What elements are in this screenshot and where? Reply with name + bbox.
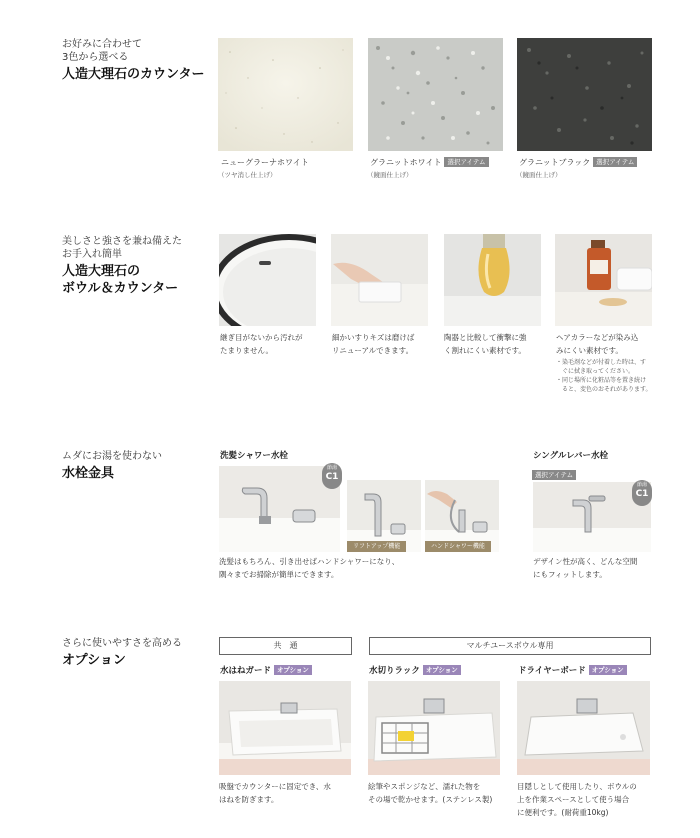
- bowl-title-2: ボウル＆カウンター: [62, 281, 179, 296]
- liftup-photo: [347, 480, 421, 552]
- swatch-label-3: グラニットブラック 選択アイテム: [519, 157, 637, 168]
- c1-water-save-icon-2: 節湯 C1: [632, 480, 652, 506]
- counter-subtitle-1: お好みに合わせて: [62, 39, 142, 50]
- option-name-3: ドライヤーボード オプション: [518, 665, 627, 677]
- select-item-badge: 選択アイテム: [444, 157, 488, 167]
- swatch-label-1: ニューグラーナホワイト: [221, 158, 309, 167]
- drain-rack-caption: 絵筆やスポンジなど、濡れた物を その場で乾かせます。(ステンレス製): [368, 782, 493, 804]
- bowl-caption-1: 継ぎ目がないから汚れが たまりません。: [220, 333, 303, 355]
- swatch-finish-1: （ツヤ消し仕上げ）: [218, 171, 277, 179]
- c1-water-save-icon: 節湯 C1: [322, 463, 342, 489]
- multi-use-header-box: マルチユースボウル専用: [369, 637, 651, 655]
- option-badge: オプション: [274, 665, 312, 675]
- faucet-title: 水栓金具: [62, 466, 115, 481]
- bowl-title-1: 人造大理石の: [62, 264, 141, 279]
- bowl-subtitle-2: お手入れ簡単: [62, 249, 122, 260]
- bowl-notes: ・染毛剤などが付着した時は、す ぐに拭き取ってください。 ・同じ場所に化粧品等を置き続け ると、変色のおそれがあります。: [556, 359, 652, 393]
- swatch-label-2: グラニットホワイト 選択アイテム: [370, 157, 489, 168]
- option-badge: オプション: [423, 665, 461, 675]
- option-subtitle: さらに使いやすさを高める: [62, 638, 182, 649]
- single-lever-title: シングルレバー水栓: [533, 451, 609, 461]
- bowl-caption-3: 陶器と比較して衝撃に強 く割れにくい素材です。: [444, 333, 527, 355]
- hand-shower-photo: [425, 480, 499, 552]
- bowl-photo-impact: [444, 234, 541, 326]
- liftup-tag: リフトアップ機能: [347, 541, 406, 552]
- splash-guard-photo: [219, 681, 351, 775]
- swatch-finish-3: （鏡面仕上げ）: [516, 171, 562, 179]
- swatch-new-grana-white: [218, 38, 353, 151]
- swatch-granite-white: [368, 38, 503, 151]
- option-name-1: 水はねガード オプション: [220, 665, 312, 677]
- bowl-photo-scratch: [331, 234, 428, 326]
- option-name-2: 水切りラック オプション: [369, 665, 461, 677]
- select-item-badge: 選択アイテム: [593, 157, 637, 167]
- single-lever-badge: 選択アイテム: [532, 463, 576, 482]
- bowl-caption-2: 細かいすりキズは磨けば リニューアルできます。: [332, 333, 415, 355]
- swatch-finish-2: （鏡面仕上げ）: [367, 171, 413, 179]
- bowl-caption-4: ヘアカラーなどが染み込 みにくい素材です。: [556, 333, 639, 355]
- swatch-granite-black: [517, 38, 652, 151]
- bowl-photo-seamless: [219, 234, 316, 326]
- option-title: オプション: [62, 653, 126, 668]
- faucet-subtitle: ムダにお湯を使わない: [62, 451, 162, 462]
- option-badge: オプション: [589, 665, 627, 675]
- bowl-subtitle-1: 美しさと強さを兼ね備えた: [62, 236, 182, 247]
- shower-faucet-title: 洗髪シャワー水栓: [220, 451, 288, 461]
- splash-guard-caption: 吸盤でカウンターに固定でき、水 はねを防ぎます。: [219, 782, 331, 804]
- dryer-board-photo: [517, 681, 650, 775]
- single-lever-caption: デザイン性が高く、どんな空間 にもフィットします。: [533, 557, 638, 579]
- counter-subtitle-2: 3色から選べる: [62, 52, 129, 63]
- drain-rack-photo: [368, 681, 500, 775]
- dryer-board-caption: 目隠しとして使用したり、ボウルの 上を作業スペースとして使う場合 に便利です。(耐荷重10kg): [517, 782, 637, 817]
- bowl-photo-stain: [555, 234, 652, 326]
- counter-title: 人造大理石のカウンター: [62, 67, 205, 82]
- shower-faucet-caption: 洗髪はもちろん、引き出せばハンドシャワーになり、 隅々までお掃除が簡単にできます。: [219, 557, 400, 579]
- common-header-box: 共 通: [219, 637, 352, 655]
- hand-shower-tag: ハンドシャワー機能: [425, 541, 491, 552]
